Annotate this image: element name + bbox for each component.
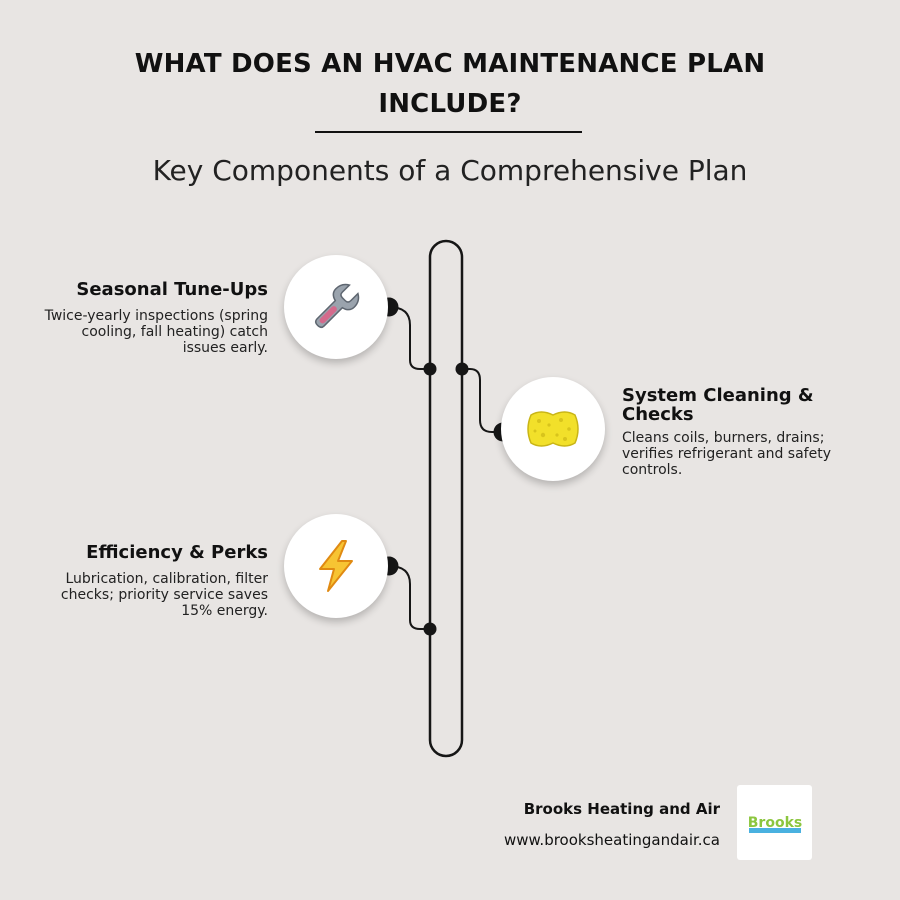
item-title-system-cleaning: System Cleaning & Checks [622, 385, 814, 425]
connector-junction-1 [424, 363, 437, 376]
item-desc-efficiency-perks: Lubrication, calibration, filter checks; priority service saves 15% energy. [60, 571, 268, 619]
page-subtitle: Key Components of a Comprehensive Plan [152, 154, 748, 187]
page-title: WHAT DOES AN HVAC MAINTENANCE PLAN INCLUDE? [134, 49, 766, 119]
connector-junction-2 [456, 363, 469, 376]
sponge-icon [523, 405, 583, 453]
brooks-logo-icon [745, 808, 805, 838]
connector-line-1 [389, 307, 430, 369]
item-icon-circle-3 [284, 514, 388, 618]
lightning-icon [314, 539, 358, 593]
item-desc-seasonal-tune-ups: Twice-yearly inspections (spring cooling, fall heating) catch issues early. [44, 308, 268, 356]
connector-line-2 [462, 369, 503, 432]
connector-line-3 [389, 566, 430, 629]
item-desc-system-cleaning: Cleans coils, burners, drains; verifies refrigerant and safety controls. [622, 430, 831, 478]
wrench-icon [308, 279, 364, 335]
timeline-capsule [430, 241, 462, 756]
item-title-seasonal-tune-ups: Seasonal Tune-Ups [76, 279, 268, 300]
connector-junction-3 [424, 623, 437, 636]
logo-text: Brooks [747, 814, 802, 831]
item-icon-circle-2 [501, 377, 605, 481]
item-title-efficiency-perks: Efficiency & Perks [86, 542, 268, 563]
company-logo [737, 785, 812, 860]
footer-website-link[interactable]: www.brooksheatingandair.ca [504, 831, 720, 849]
footer-company-name: Brooks Heating and Air [523, 800, 720, 818]
item-icon-circle-1 [284, 255, 388, 359]
